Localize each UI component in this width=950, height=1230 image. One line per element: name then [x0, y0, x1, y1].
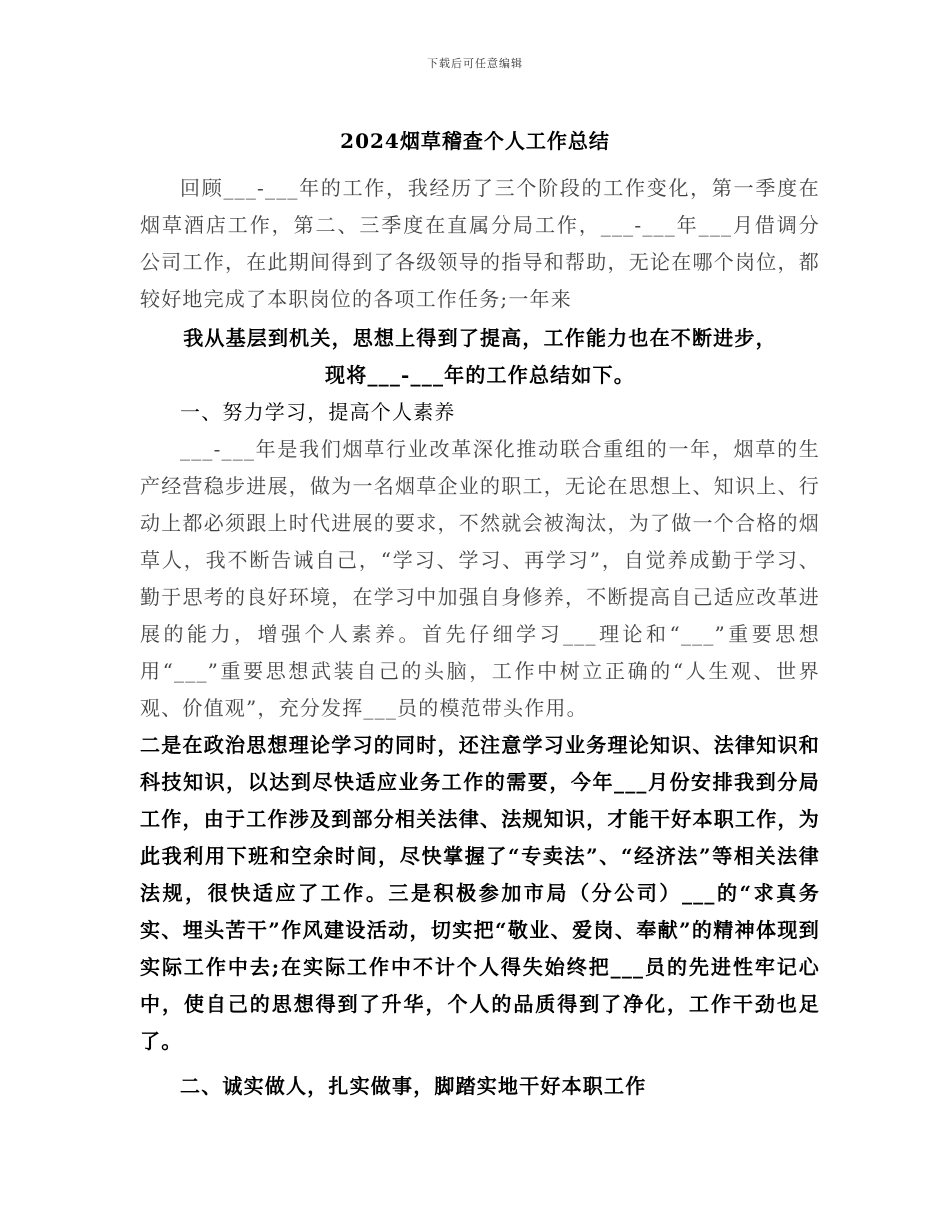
document-body [140, 170, 820, 1105]
section1-paragraph: ___-___年是我们烟草行业改革深化推动联合重组的一年，烟草的生产经营稳步进展，做为一名烟草企业的职工，无论在思想上、知识上、行动上都必须跟上时代进展的要求，不然就会被淘汰，为了做一个合格的烟草人，我不断告诫自己，“学习、学习、再学习”，自觉养成勤于学习、勤于思考的良好环境，在学习中加强自身修养，不断提高自己适应改革进展的能力，增强个人素养。首先仔细学习___理论和“___”重要思想用“___”重要思想武装自己的头脑，工作中树立正确的“人生观、世界观、价值观”，充分发挥___员的模范带头作用。 [140, 437, 820, 720]
bold-line-1: 我从基层到机关，思想上得到了提高，工作能力也在不断进步， [183, 326, 777, 350]
section1-bold-paragraph: 二是在政治思想理论学习的同时，还注意学习业务理论知识、法律知识和科技知识，以达到尽快适应业务工作的需要，今年___月份安排我到分局工作，由于工作涉及到部分相关法律、法规知识，才能干好本职工作，为此我利用下班和空余时间，尽快掌握了“专卖法”、“经济法”等相关法律法规，很快适应了工作。三是积极参加市局（分公司）___的“求真务实、埋头苦干”作风建设活动，切实把“敬业、爱岗、奉献”的精神体现到实际工作中去;在实际工作中不计个人得失始终把___员的先进性牢记心中，使自己的思想得到了升华，个人的品质得到了净化，工作干劲也足了。 [140, 733, 820, 1053]
page-header-note: 下载后可任意编辑 [427, 57, 523, 70]
document-title: 2024烟草稽查个人工作总结 [340, 129, 610, 153]
bold-line-2: 现将___-___年的工作总结如下。 [325, 363, 635, 387]
section1-heading: 一、努力学习，提高个人素养 [180, 400, 456, 424]
intro-paragraph: 回顾___-___年的工作，我经历了三个阶段的工作变化，第一季度在烟草酒店工作，第二、三季度在直属分局工作，___-___年___月借调分公司工作，在此期间得到了各级领导的指导和帮助，无论在哪个岗位，都较好地完成了本职岗位的各项工作任务;一年来 [140, 176, 820, 311]
section2-heading: 二、诚实做人，扎实做事，脚踏实地干好本职工作 [180, 1074, 647, 1098]
